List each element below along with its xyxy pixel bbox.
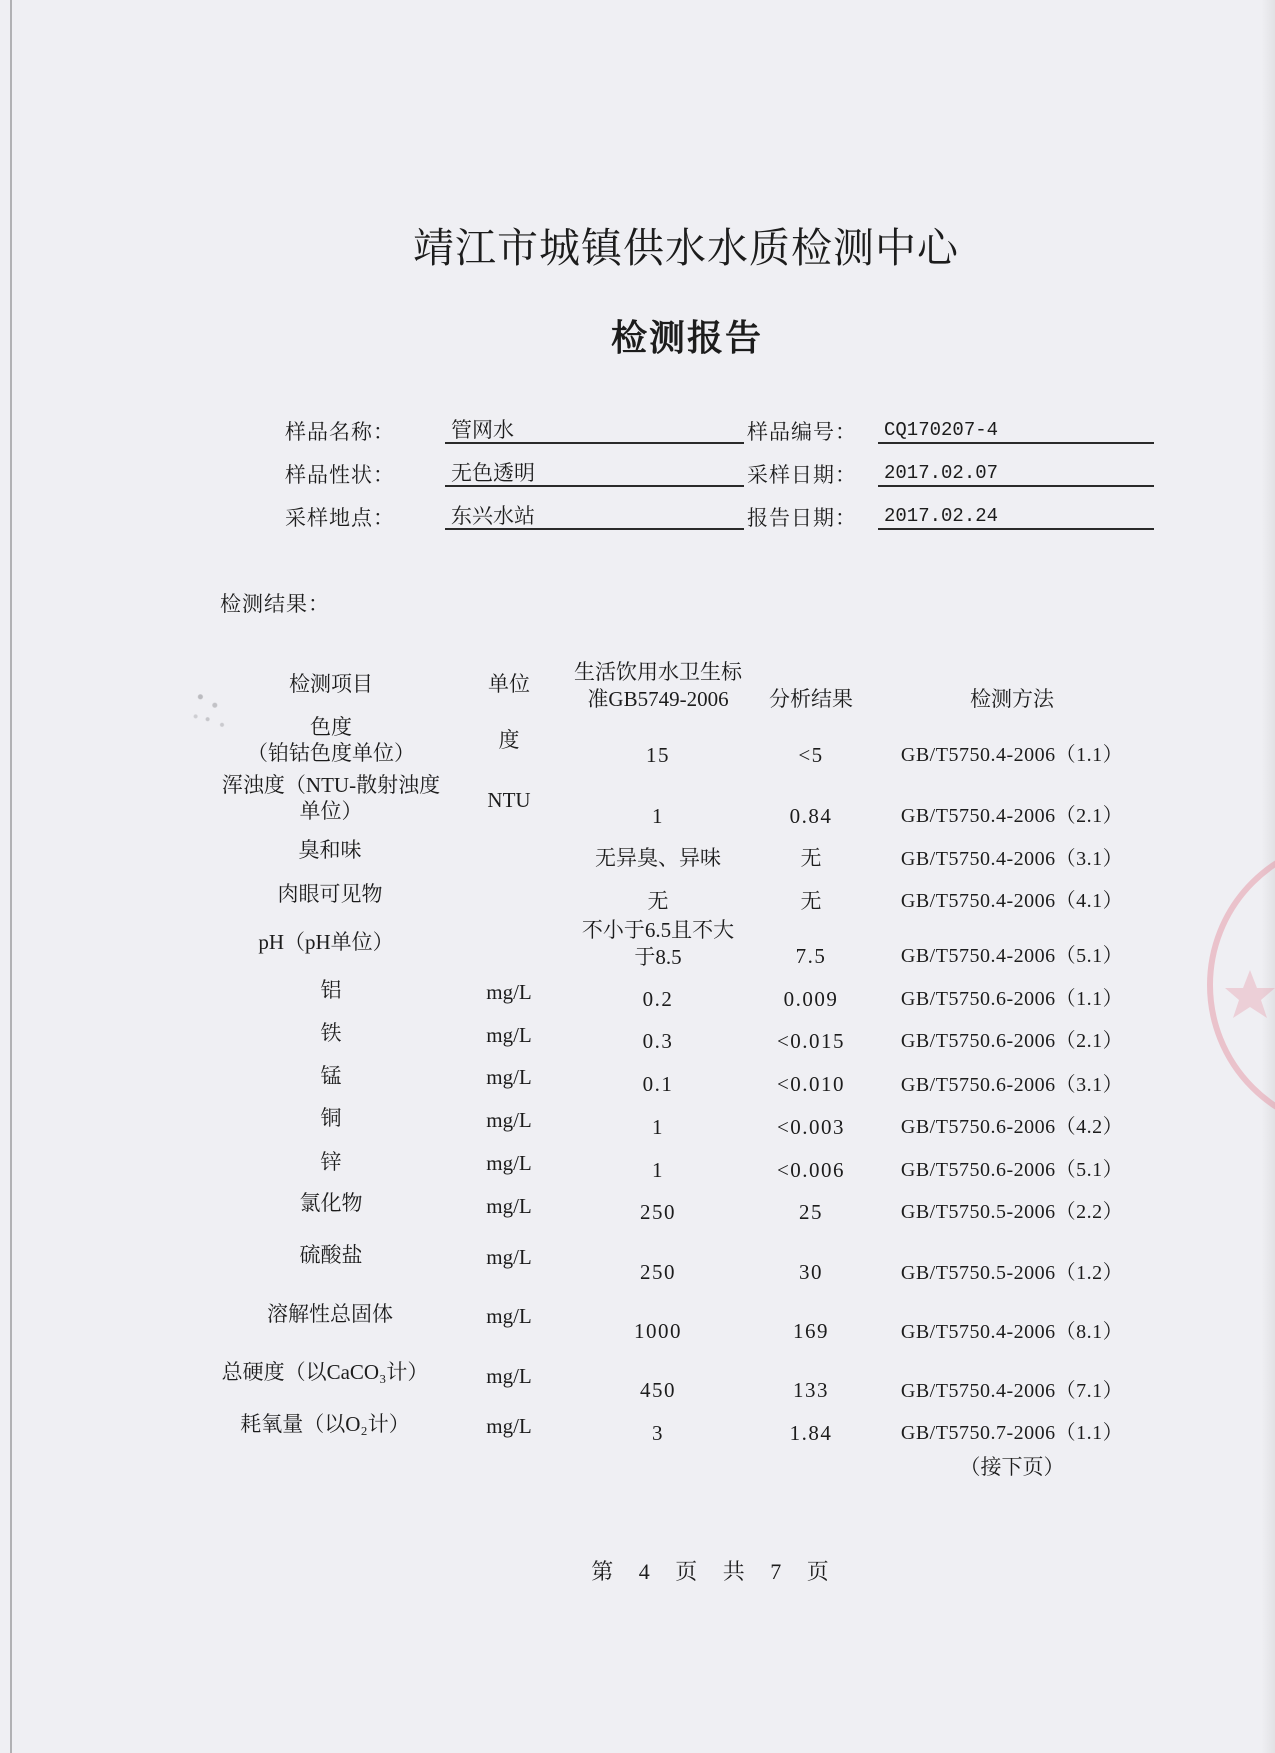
item-name: 锌 (320, 1150, 342, 1174)
item-name: 铁 (320, 1021, 342, 1045)
item-result: 0.009 (783, 987, 839, 1011)
sampling-date-label: 采样日期： (747, 463, 857, 487)
results-heading: 检测结果： (220, 592, 330, 616)
item-name: 臭和味 (298, 838, 362, 862)
sample-name-label: 样品名称： (285, 420, 395, 444)
item-standard: 450 (640, 1378, 676, 1402)
item-method: GB/T5750.6-2006（3.1） (900, 1074, 1124, 1096)
seal-stamp-fragment (1195, 820, 1275, 1150)
sample-state-label: 样品性状： (285, 463, 395, 487)
item-name: 铝 (320, 978, 342, 1002)
item-method: GB/T5750.4-2006（4.1） (900, 890, 1124, 912)
item-method: GB/T5750.4-2006（3.1） (900, 848, 1124, 870)
item-method: GB/T5750.4-2006（5.1） (900, 945, 1124, 967)
item-standard: 0.3 (642, 1029, 674, 1053)
sampling-location-label: 采样地点： (285, 506, 395, 530)
report-date-field: 2017.02.24 (878, 502, 1154, 530)
item-method: GB/T5750.4-2006（8.1） (900, 1321, 1124, 1343)
organization-title: 靖江市城镇供水水质检测中心 (413, 225, 959, 271)
item-unit: mg/L (486, 1304, 532, 1328)
item-result: <0.006 (776, 1158, 846, 1182)
item-unit: mg/L (486, 1245, 532, 1269)
item-unit: mg/L (486, 1151, 532, 1175)
item-standard: 1000 (634, 1319, 682, 1343)
item-method: GB/T5750.4-2006（2.1） (900, 805, 1124, 827)
item-method: GB/T5750.4-2006（1.1） (900, 744, 1124, 766)
column-header-standard-line-2: 准GB5749-2006 (587, 687, 729, 711)
item-standard: 无异臭、异味 (595, 846, 721, 870)
item-unit: mg/L (486, 1194, 532, 1218)
item-result: <0.015 (776, 1029, 846, 1053)
item-unit: mg/L (486, 1414, 532, 1438)
item-standard: 250 (640, 1260, 676, 1284)
item-method: GB/T5750.5-2006（2.2） (900, 1201, 1124, 1223)
item-method: GB/T5750.6-2006（1.1） (900, 988, 1124, 1010)
item-standard: 3 (652, 1421, 664, 1445)
item-method: GB/T5750.6-2006（2.1） (900, 1030, 1124, 1052)
item-method: GB/T5750.6-2006（4.2） (900, 1116, 1124, 1138)
item-result: 30 (799, 1260, 823, 1284)
item-name-line-2: （铂钴色度单位） (247, 741, 415, 765)
item-standard: 1 (652, 804, 664, 828)
item-unit: NTU (487, 788, 531, 812)
item-standard: 1 (652, 1158, 664, 1182)
item-standard: 0.1 (642, 1072, 674, 1096)
item-standard: 无 (647, 889, 669, 913)
item-unit: mg/L (486, 980, 532, 1004)
item-result: 133 (793, 1378, 829, 1402)
column-header-method: 检测方法 (970, 687, 1054, 711)
item-name: 耗氧量（以O₂计） (240, 1412, 410, 1436)
item-name: 氯化物 (299, 1191, 363, 1215)
scan-smudge (186, 680, 234, 736)
sample-number-field: CQ170207-4 (878, 416, 1154, 444)
item-result: 7.5 (795, 944, 827, 968)
item-name-line-1: 浑浊度（NTU-散射浊度 (221, 773, 441, 797)
item-result: 169 (793, 1319, 829, 1343)
item-result: 无 (800, 846, 822, 870)
sample-name-field: 管网水 (445, 416, 744, 444)
item-method: GB/T5750.6-2006（5.1） (900, 1159, 1124, 1181)
column-header-unit: 单位 (488, 672, 530, 696)
item-result: <0.010 (776, 1072, 846, 1096)
item-method: GB/T5750.7-2006（1.1） (900, 1422, 1124, 1444)
report-title: 检测报告 (610, 318, 764, 358)
item-unit: mg/L (486, 1108, 532, 1132)
item-unit: mg/L (486, 1364, 532, 1388)
scan-edge (10, 0, 12, 1753)
item-unit: 度 (498, 728, 520, 752)
item-standard-line-2: 于8.5 (634, 945, 682, 969)
item-result: 1.84 (789, 1421, 833, 1445)
page-number: 第 4 页 共 7 页 (591, 1559, 829, 1584)
item-name-line-2: 单位） (299, 799, 363, 823)
item-standard: 1 (652, 1115, 664, 1139)
item-unit: mg/L (486, 1023, 532, 1047)
item-name: 锰 (320, 1064, 342, 1088)
sampling-location-field: 东兴水站 (445, 502, 744, 530)
sample-state-field: 无色透明 (445, 459, 744, 487)
continued-note: （接下页） (959, 1455, 1065, 1479)
item-result: <0.003 (776, 1115, 846, 1139)
item-standard: 15 (646, 743, 670, 767)
item-name: 硫酸盐 (299, 1243, 363, 1267)
item-result: 0.84 (789, 804, 833, 828)
item-result: 无 (800, 889, 822, 913)
sample-number-label: 样品编号： (747, 420, 857, 444)
item-unit: mg/L (486, 1065, 532, 1089)
item-method: GB/T5750.4-2006（7.1） (900, 1380, 1124, 1402)
report-date-label: 报告日期： (747, 506, 857, 530)
item-name: 溶解性总固体 (267, 1302, 393, 1326)
item-name: 肉眼可见物 (277, 882, 383, 906)
sampling-date-field: 2017.02.07 (878, 459, 1154, 487)
item-result: 25 (799, 1200, 823, 1224)
column-header-item: 检测项目 (289, 672, 373, 696)
column-header-result: 分析结果 (769, 687, 853, 711)
item-name-line-1: 色度 (310, 715, 352, 739)
item-name: 铜 (320, 1106, 342, 1130)
item-name: 总硬度（以CaCO₃计） (221, 1360, 429, 1384)
item-standard: 0.2 (642, 987, 674, 1011)
column-header-standard-line-1: 生活饮用水卫生标 (574, 660, 742, 684)
item-name: pH（pH单位） (258, 930, 394, 954)
item-result: <5 (798, 743, 824, 767)
item-standard-line-1: 不小于6.5且不大 (581, 918, 735, 942)
item-method: GB/T5750.5-2006（1.2） (900, 1262, 1124, 1284)
item-standard: 250 (640, 1200, 676, 1224)
